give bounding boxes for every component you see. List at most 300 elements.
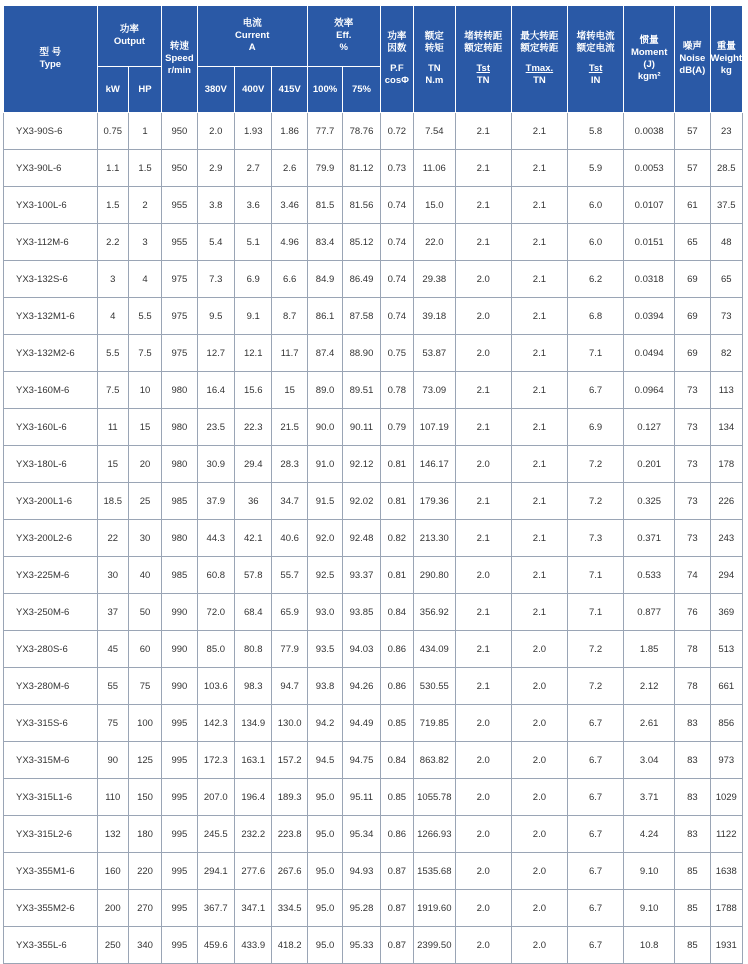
table-cell: 95.0 <box>307 816 342 853</box>
table-cell: 78 <box>675 631 710 668</box>
table-cell: 2.0 <box>455 890 511 927</box>
model-type-cell: YX3-315L2-6 <box>4 816 98 853</box>
table-cell: 3.6 <box>235 187 272 224</box>
table-row <box>4 594 743 631</box>
table-cell: 89.0 <box>307 372 342 409</box>
table-cell: 130.0 <box>272 705 307 742</box>
table-cell: 2.1 <box>511 520 567 557</box>
table-cell: 65.9 <box>272 594 307 631</box>
table-cell: 2.1 <box>511 150 567 187</box>
table-cell: 3 <box>128 224 161 261</box>
table-cell: 661 <box>710 668 742 705</box>
table-cell: 93.37 <box>343 557 380 594</box>
table-cell: 245.5 <box>197 816 234 853</box>
table-cell: 37 <box>97 594 128 631</box>
table-cell: 990 <box>162 668 197 705</box>
table-cell: 142.3 <box>197 705 234 742</box>
table-cell: 0.0318 <box>624 261 675 298</box>
table-cell: 2.1 <box>511 335 567 372</box>
table-cell: 85 <box>675 853 710 890</box>
table-cell: 65 <box>675 224 710 261</box>
table-cell: 15 <box>97 446 128 483</box>
table-cell: 2.9 <box>197 150 234 187</box>
table-cell: 92.48 <box>343 520 380 557</box>
table-cell: 8.7 <box>272 298 307 335</box>
table-cell: 7.1 <box>568 594 624 631</box>
table-cell: 22.0 <box>414 224 456 261</box>
header-current: 电流 Current A <box>197 6 307 67</box>
table-cell: 50 <box>128 594 161 631</box>
table-row <box>4 113 743 150</box>
table-cell: 2.0 <box>455 927 511 964</box>
table-cell: 1.1 <box>97 150 128 187</box>
table-cell: 2.1 <box>455 483 511 520</box>
table-cell: 6.9 <box>235 261 272 298</box>
table-cell: 0.0494 <box>624 335 675 372</box>
table-cell: 28.3 <box>272 446 307 483</box>
table-cell: 433.9 <box>235 927 272 964</box>
table-cell: 7.2 <box>568 668 624 705</box>
table-cell: 0.0964 <box>624 372 675 409</box>
table-cell: 146.17 <box>414 446 456 483</box>
table-cell: 30 <box>128 520 161 557</box>
table-cell: 95.0 <box>307 853 342 890</box>
table-cell: 94.75 <box>343 742 380 779</box>
table-cell: 2.1 <box>511 261 567 298</box>
table-cell: 60 <box>128 631 161 668</box>
table-cell: 48 <box>710 224 742 261</box>
table-cell: 29.38 <box>414 261 456 298</box>
table-cell: 3.71 <box>624 779 675 816</box>
table-cell: 0.201 <box>624 446 675 483</box>
table-cell: 11 <box>97 409 128 446</box>
table-cell: 2.61 <box>624 705 675 742</box>
header-output: 功率 Output <box>97 6 162 67</box>
table-cell: 125 <box>128 742 161 779</box>
table-cell: 90 <box>97 742 128 779</box>
header-rated-torque: 额定 转矩 TN N.m <box>414 6 456 113</box>
model-type-cell: YX3-100L-6 <box>4 187 98 224</box>
table-cell: 94.2 <box>307 705 342 742</box>
table-cell: 4.96 <box>272 224 307 261</box>
table-cell: 2.0 <box>511 742 567 779</box>
table-cell: 0.73 <box>380 150 413 187</box>
table-row <box>4 409 743 446</box>
table-cell: 2.1 <box>511 187 567 224</box>
table-cell: 80.8 <box>235 631 272 668</box>
table-cell: 1788 <box>710 890 742 927</box>
table-cell: 132 <box>97 816 128 853</box>
table-cell: 94.49 <box>343 705 380 742</box>
table-cell: 69 <box>675 298 710 335</box>
table-cell: 44.3 <box>197 520 234 557</box>
table-cell: 37.9 <box>197 483 234 520</box>
table-cell: 0.0038 <box>624 113 675 150</box>
table-cell: 0.85 <box>380 779 413 816</box>
table-cell: 179.36 <box>414 483 456 520</box>
table-cell: 232.2 <box>235 816 272 853</box>
table-cell: 18.5 <box>97 483 128 520</box>
table-cell: 2.1 <box>455 372 511 409</box>
table-row <box>4 742 743 779</box>
model-type-cell: YX3-200L1-6 <box>4 483 98 520</box>
table-cell: 34.7 <box>272 483 307 520</box>
table-cell: 83.4 <box>307 224 342 261</box>
header-kw: kW <box>97 67 128 113</box>
table-cell: 2.0 <box>455 261 511 298</box>
table-cell: 0.81 <box>380 483 413 520</box>
table-cell: 89.51 <box>343 372 380 409</box>
table-cell: 11.7 <box>272 335 307 372</box>
header-moment: 惯量 Moment (J) kgm² <box>624 6 675 113</box>
table-cell: 53.87 <box>414 335 456 372</box>
table-cell: 20 <box>128 446 161 483</box>
model-type-cell: YX3-315S-6 <box>4 705 98 742</box>
table-cell: 995 <box>162 779 197 816</box>
model-type-cell: YX3-90S-6 <box>4 113 98 150</box>
table-cell: 103.6 <box>197 668 234 705</box>
table-cell: 21.5 <box>272 409 307 446</box>
table-cell: 10.8 <box>624 927 675 964</box>
table-cell: 150 <box>128 779 161 816</box>
table-cell: 2.1 <box>511 372 567 409</box>
table-cell: 290.80 <box>414 557 456 594</box>
table-cell: 1919.60 <box>414 890 456 927</box>
table-row <box>4 890 743 927</box>
table-cell: 29.4 <box>235 446 272 483</box>
table-row <box>4 150 743 187</box>
table-cell: 82 <box>710 335 742 372</box>
table-cell: 157.2 <box>272 742 307 779</box>
table-cell: 95.11 <box>343 779 380 816</box>
table-cell: 0.84 <box>380 594 413 631</box>
header-weight: 重量 Weight kg <box>710 6 742 113</box>
table-cell: 73 <box>675 520 710 557</box>
table-cell: 86.49 <box>343 261 380 298</box>
table-cell: 267.6 <box>272 853 307 890</box>
table-cell: 2.1 <box>511 113 567 150</box>
model-type-cell: YX3-315M-6 <box>4 742 98 779</box>
table-cell: 513 <box>710 631 742 668</box>
table-cell: 69 <box>675 261 710 298</box>
model-type-cell: YX3-132M1-6 <box>4 298 98 335</box>
table-cell: 15.0 <box>414 187 456 224</box>
model-type-cell: YX3-225M-6 <box>4 557 98 594</box>
table-row <box>4 483 743 520</box>
table-cell: 367.7 <box>197 890 234 927</box>
table-cell: 91.5 <box>307 483 342 520</box>
table-cell: 955 <box>162 187 197 224</box>
table-cell: 65 <box>710 261 742 298</box>
table-cell: 2.12 <box>624 668 675 705</box>
table-cell: 0.74 <box>380 224 413 261</box>
table-cell: 0.877 <box>624 594 675 631</box>
table-cell: 9.5 <box>197 298 234 335</box>
table-cell: 1.93 <box>235 113 272 150</box>
table-cell: 2.1 <box>511 298 567 335</box>
table-cell: 28.5 <box>710 150 742 187</box>
table-row <box>4 557 743 594</box>
table-row <box>4 668 743 705</box>
table-cell: 37.5 <box>710 187 742 224</box>
table-row <box>4 298 743 335</box>
table-cell: 4 <box>128 261 161 298</box>
table-cell: 6.8 <box>568 298 624 335</box>
table-cell: 990 <box>162 594 197 631</box>
table-cell: 418.2 <box>272 927 307 964</box>
table-cell: 83 <box>675 705 710 742</box>
table-cell: 2 <box>128 187 161 224</box>
table-cell: 39.18 <box>414 298 456 335</box>
table-cell: 5.8 <box>568 113 624 150</box>
table-cell: 83 <box>675 779 710 816</box>
table-cell: 530.55 <box>414 668 456 705</box>
table-cell: 73 <box>675 483 710 520</box>
table-cell: 985 <box>162 557 197 594</box>
table-cell: 2.0 <box>455 742 511 779</box>
table-cell: 113 <box>710 372 742 409</box>
table-cell: 2.0 <box>455 779 511 816</box>
table-cell: 2.2 <box>97 224 128 261</box>
table-cell: 55 <box>97 668 128 705</box>
table-cell: 94.26 <box>343 668 380 705</box>
header-speed: 转速 Speed r/min <box>162 6 197 113</box>
table-cell: 6.7 <box>568 890 624 927</box>
model-type-cell: YX3-112M-6 <box>4 224 98 261</box>
table-cell: 3.8 <box>197 187 234 224</box>
table-cell: 15.6 <box>235 372 272 409</box>
table-cell: 12.7 <box>197 335 234 372</box>
table-cell: 6.7 <box>568 705 624 742</box>
table-row <box>4 853 743 890</box>
table-cell: 87.4 <box>307 335 342 372</box>
table-cell: 0.0151 <box>624 224 675 261</box>
table-cell: 7.54 <box>414 113 456 150</box>
table-cell: 2.1 <box>455 594 511 631</box>
table-cell: 30.9 <box>197 446 234 483</box>
table-cell: 2.1 <box>455 631 511 668</box>
table-cell: 1638 <box>710 853 742 890</box>
model-type-cell: YX3-355L-6 <box>4 927 98 964</box>
table-cell: 0.87 <box>380 927 413 964</box>
table-cell: 15 <box>128 409 161 446</box>
table-cell: 10 <box>128 372 161 409</box>
table-header <box>4 6 743 113</box>
table-cell: 975 <box>162 261 197 298</box>
table-cell: 0.85 <box>380 705 413 742</box>
table-row <box>4 520 743 557</box>
table-cell: 1535.68 <box>414 853 456 890</box>
table-cell: 9.10 <box>624 853 675 890</box>
table-cell: 5.1 <box>235 224 272 261</box>
model-type-cell: YX3-250M-6 <box>4 594 98 631</box>
table-cell: 0.371 <box>624 520 675 557</box>
table-cell: 73 <box>710 298 742 335</box>
table-cell: 73 <box>675 372 710 409</box>
table-cell: 84.9 <box>307 261 342 298</box>
table-cell: 2.0 <box>455 816 511 853</box>
table-cell: 6.7 <box>568 927 624 964</box>
table-cell: 0.72 <box>380 113 413 150</box>
model-type-cell: YX3-180L-6 <box>4 446 98 483</box>
model-type-cell: YX3-132S-6 <box>4 261 98 298</box>
table-cell: 2.1 <box>511 483 567 520</box>
table-cell: 7.2 <box>568 631 624 668</box>
table-cell: 6.7 <box>568 372 624 409</box>
table-cell: 0.78 <box>380 372 413 409</box>
table-cell: 1266.93 <box>414 816 456 853</box>
table-cell: 22 <box>97 520 128 557</box>
table-cell: 0.74 <box>380 187 413 224</box>
table-cell: 1.86 <box>272 113 307 150</box>
table-cell: 2399.50 <box>414 927 456 964</box>
table-cell: 94.03 <box>343 631 380 668</box>
table-cell: 277.6 <box>235 853 272 890</box>
table-cell: 94.7 <box>272 668 307 705</box>
table-row <box>4 816 743 853</box>
table-cell: 0.82 <box>380 520 413 557</box>
model-type-cell: YX3-160L-6 <box>4 409 98 446</box>
header-415v: 415V <box>272 67 307 113</box>
table-cell: 7.1 <box>568 335 624 372</box>
table-cell: 2.1 <box>455 113 511 150</box>
table-cell: 1055.78 <box>414 779 456 816</box>
table-cell: 93.0 <box>307 594 342 631</box>
table-cell: 973 <box>710 742 742 779</box>
table-cell: 95.0 <box>307 927 342 964</box>
table-cell: 980 <box>162 409 197 446</box>
table-cell: 93.85 <box>343 594 380 631</box>
table-cell: 73.09 <box>414 372 456 409</box>
table-cell: 189.3 <box>272 779 307 816</box>
table-cell: 16.4 <box>197 372 234 409</box>
model-type-cell: YX3-132M2-6 <box>4 335 98 372</box>
table-cell: 95.33 <box>343 927 380 964</box>
header-380v: 380V <box>197 67 234 113</box>
table-cell: 207.0 <box>197 779 234 816</box>
header-400v: 400V <box>235 67 272 113</box>
table-cell: 2.6 <box>272 150 307 187</box>
table-cell: 60.8 <box>197 557 234 594</box>
table-cell: 7.5 <box>128 335 161 372</box>
model-type-cell: YX3-200L2-6 <box>4 520 98 557</box>
table-cell: 995 <box>162 816 197 853</box>
table-cell: 23.5 <box>197 409 234 446</box>
table-cell: 270 <box>128 890 161 927</box>
table-cell: 90.11 <box>343 409 380 446</box>
table-cell: 7.3 <box>568 520 624 557</box>
table-cell: 91.0 <box>307 446 342 483</box>
table-cell: 85 <box>675 927 710 964</box>
table-row <box>4 779 743 816</box>
header-locked-current-ratio: 堵转电流 额定电流 Tst IN <box>568 6 624 113</box>
table-cell: 72.0 <box>197 594 234 631</box>
table-cell: 69 <box>675 335 710 372</box>
table-cell: 55.7 <box>272 557 307 594</box>
table-cell: 2.0 <box>197 113 234 150</box>
table-cell: 92.0 <box>307 520 342 557</box>
table-cell: 134.9 <box>235 705 272 742</box>
table-cell: 160 <box>97 853 128 890</box>
table-cell: 178 <box>710 446 742 483</box>
table-cell: 0.0053 <box>624 150 675 187</box>
table-cell: 110 <box>97 779 128 816</box>
table-cell: 0.533 <box>624 557 675 594</box>
table-cell: 4.24 <box>624 816 675 853</box>
table-cell: 42.1 <box>235 520 272 557</box>
table-cell: 7.3 <box>197 261 234 298</box>
table-cell: 81.5 <box>307 187 342 224</box>
model-type-cell: YX3-315L1-6 <box>4 779 98 816</box>
table-cell: 2.1 <box>455 150 511 187</box>
table-cell: 1029 <box>710 779 742 816</box>
table-cell: 226 <box>710 483 742 520</box>
table-cell: 75 <box>128 668 161 705</box>
table-cell: 1.85 <box>624 631 675 668</box>
table-cell: 77.9 <box>272 631 307 668</box>
table-cell: 0.74 <box>380 261 413 298</box>
header-type: 型 号 Type <box>4 6 98 113</box>
table-cell: 36 <box>235 483 272 520</box>
header-hp: HP <box>128 67 161 113</box>
table-cell: 7.1 <box>568 557 624 594</box>
table-cell: 7.5 <box>97 372 128 409</box>
table-cell: 2.0 <box>511 779 567 816</box>
table-cell: 11.06 <box>414 150 456 187</box>
table-cell: 86.1 <box>307 298 342 335</box>
table-cell: 134 <box>710 409 742 446</box>
table-cell: 2.0 <box>511 890 567 927</box>
header-noise: 噪声 Noise dB(A) <box>675 6 710 113</box>
table-cell: 955 <box>162 224 197 261</box>
table-cell: 995 <box>162 742 197 779</box>
header-locked-torque-ratio: 堵转转距 额定转距 Tst TN <box>455 6 511 113</box>
table-row <box>4 927 743 964</box>
table-cell: 223.8 <box>272 816 307 853</box>
table-cell: 6.7 <box>568 816 624 853</box>
table-cell: 95.34 <box>343 816 380 853</box>
motor-spec-table <box>3 5 743 964</box>
table-cell: 5.5 <box>128 298 161 335</box>
table-cell: 5.9 <box>568 150 624 187</box>
header-eff-100: 100% <box>307 67 342 113</box>
table-cell: 863.82 <box>414 742 456 779</box>
header-eff-75: 75% <box>343 67 380 113</box>
header-max-torque-ratio: 最大转距 额定转距 Tmax. TN <box>511 6 567 113</box>
table-cell: 100 <box>128 705 161 742</box>
table-cell: 4 <box>97 298 128 335</box>
table-cell: 213.30 <box>414 520 456 557</box>
table-cell: 23 <box>710 113 742 150</box>
table-cell: 78 <box>675 668 710 705</box>
table-cell: 45 <box>97 631 128 668</box>
table-cell: 73 <box>675 409 710 446</box>
table-cell: 0.86 <box>380 668 413 705</box>
table-cell: 995 <box>162 705 197 742</box>
table-cell: 6.2 <box>568 261 624 298</box>
table-cell: 3.46 <box>272 187 307 224</box>
table-cell: 0.81 <box>380 446 413 483</box>
table-cell: 68.4 <box>235 594 272 631</box>
table-row <box>4 446 743 483</box>
table-cell: 985 <box>162 483 197 520</box>
table-cell: 6.0 <box>568 224 624 261</box>
table-cell: 40.6 <box>272 520 307 557</box>
table-cell: 950 <box>162 113 197 150</box>
table-cell: 1.5 <box>128 150 161 187</box>
table-cell: 163.1 <box>235 742 272 779</box>
table-cell: 2.0 <box>455 853 511 890</box>
